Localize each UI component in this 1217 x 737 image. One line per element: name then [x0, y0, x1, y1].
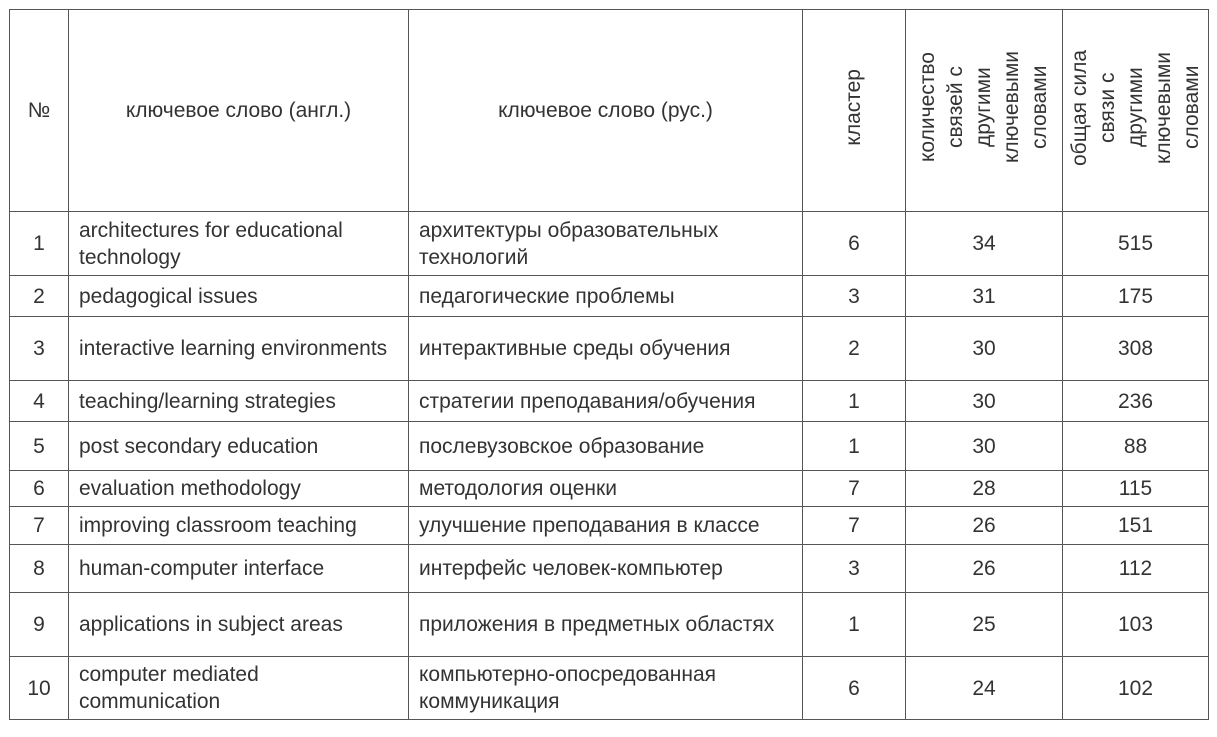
links-count: 30: [906, 381, 1063, 422]
keyword-ru: педагогические проблемы: [409, 276, 803, 317]
links-count: 31: [906, 276, 1063, 317]
keyword-ru: приложения в предметных областях: [409, 593, 803, 657]
keyword-en: interactive learning environments: [69, 317, 409, 381]
links-count: 30: [906, 422, 1063, 471]
table-row: [10, 507, 1209, 545]
header-links-count: [906, 10, 1063, 212]
table-row: [10, 317, 1209, 381]
keyword-en: evaluation methodology: [69, 471, 409, 507]
keyword-ru: послевузовское образование: [409, 422, 803, 471]
cluster: 3: [803, 545, 906, 593]
cluster: 7: [803, 507, 906, 545]
cluster: 1: [803, 422, 906, 471]
links-count: 34: [906, 212, 1063, 276]
row-num: 7: [10, 507, 69, 545]
total-strength: 112: [1063, 545, 1209, 593]
header-cluster-label: кластер: [842, 68, 865, 146]
keyword-ru: интерактивные среды обучения: [409, 317, 803, 381]
table-row: [10, 422, 1209, 471]
links-count: 26: [906, 545, 1063, 593]
links-count: 25: [906, 593, 1063, 657]
total-strength: 88: [1063, 422, 1209, 471]
keywords-table: [9, 9, 1209, 720]
keyword-ru: стратегии преподавания/обучения: [409, 381, 803, 422]
row-num: 6: [10, 471, 69, 507]
table-row: [10, 381, 1209, 422]
total-strength: 115: [1063, 471, 1209, 507]
keyword-ru: улучшение преподавания в классе: [409, 507, 803, 545]
table-row: [10, 657, 1209, 720]
table-row: [10, 471, 1209, 507]
total-strength: 103: [1063, 593, 1209, 657]
links-count: 30: [906, 317, 1063, 381]
total-strength: 102: [1063, 657, 1209, 720]
header-total-strength: [1063, 10, 1209, 212]
keyword-ru: компьютерно-опосредованная коммуникация: [409, 657, 803, 720]
table-row: [10, 276, 1209, 317]
table-row: [10, 212, 1209, 276]
total-strength: 308: [1063, 317, 1209, 381]
cluster: 2: [803, 317, 906, 381]
row-num: 1: [10, 212, 69, 276]
table-row: [10, 545, 1209, 593]
keyword-ru: архитектуры образовательных технологий: [409, 212, 803, 276]
row-num: 9: [10, 593, 69, 657]
header-num: №: [10, 10, 69, 212]
keyword-en: computer mediated communication: [69, 657, 409, 720]
cluster: 7: [803, 471, 906, 507]
row-num: 3: [10, 317, 69, 381]
keyword-en: pedagogical issues: [69, 276, 409, 317]
header-links-count-label: количество связей с другими ключевыми словами: [916, 51, 1051, 164]
links-count: 28: [906, 471, 1063, 507]
total-strength: 151: [1063, 507, 1209, 545]
cluster: 6: [803, 212, 906, 276]
header-total-strength-label: общая сила связи с другими ключевыми словами: [1067, 48, 1203, 166]
cluster: 6: [803, 657, 906, 720]
keyword-en: human-computer interface: [69, 545, 409, 593]
row-num: 5: [10, 422, 69, 471]
total-strength: 236: [1063, 381, 1209, 422]
keyword-en: architectures for educational technology: [69, 212, 409, 276]
cluster: 3: [803, 276, 906, 317]
table-row: [10, 593, 1209, 657]
row-num: 10: [10, 657, 69, 720]
row-num: 2: [10, 276, 69, 317]
keyword-en: post secondary education: [69, 422, 409, 471]
cluster: 1: [803, 593, 906, 657]
links-count: 26: [906, 507, 1063, 545]
total-strength: 515: [1063, 212, 1209, 276]
keyword-ru: интерфейс человек-компьютер: [409, 545, 803, 593]
header-keyword-en: ключевое слово (англ.): [69, 10, 409, 212]
keyword-ru: методология оценки: [409, 471, 803, 507]
links-count: 24: [906, 657, 1063, 720]
row-num: 4: [10, 381, 69, 422]
row-num: 8: [10, 545, 69, 593]
header-row: [10, 10, 1209, 212]
keyword-en: teaching/learning strategies: [69, 381, 409, 422]
total-strength: 175: [1063, 276, 1209, 317]
header-cluster: [803, 10, 906, 212]
keyword-en: improving classroom teaching: [69, 507, 409, 545]
header-keyword-ru: ключевое слово (рус.): [409, 10, 803, 212]
cluster: 1: [803, 381, 906, 422]
keyword-en: applications in subject areas: [69, 593, 409, 657]
